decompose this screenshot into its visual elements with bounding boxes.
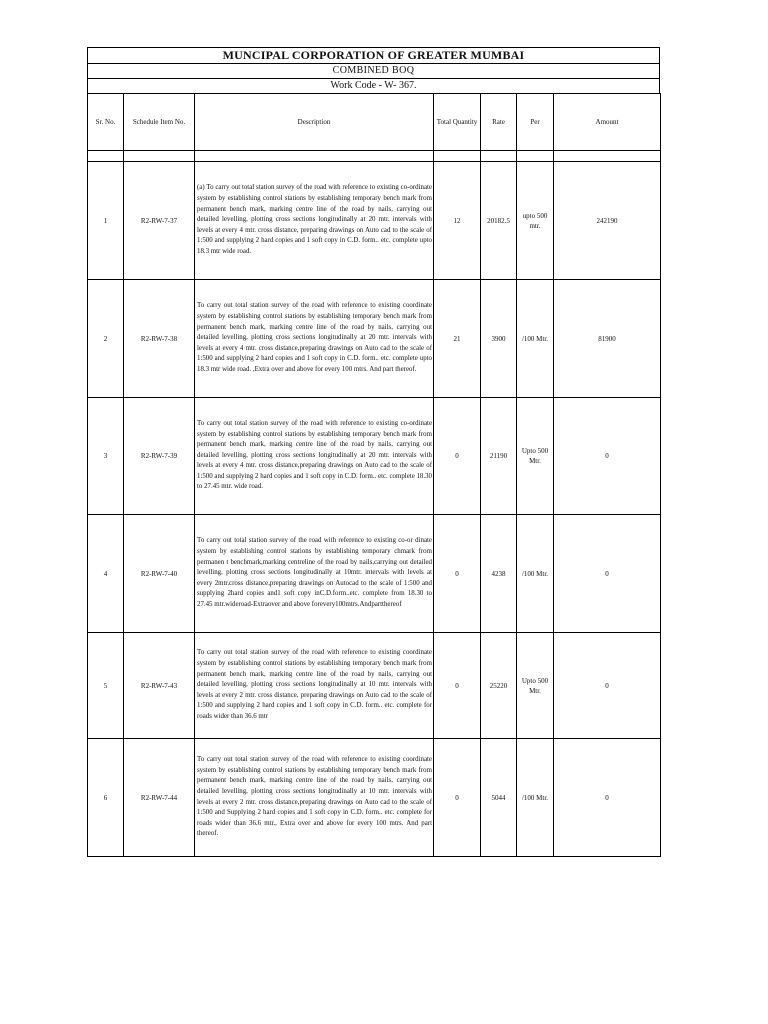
quantity-cell: 0 [434, 515, 481, 633]
document-title: MUNCIPAL CORPORATION OF GREATER MUMBAI [87, 47, 660, 63]
sr-no-cell: 1 [88, 162, 124, 280]
rate-cell: 20182.5 [481, 162, 517, 280]
amount-cell: 81900 [554, 280, 661, 398]
rate-cell: 25220 [481, 633, 517, 739]
sr-no-cell: 2 [88, 280, 124, 398]
rate-cell: 4238 [481, 515, 517, 633]
per-cell: upto 500 mtr. [517, 162, 554, 280]
boq-table [87, 93, 661, 857]
rate-cell: 3900 [481, 280, 517, 398]
table-row [88, 398, 661, 515]
amount-cell: 0 [554, 515, 661, 633]
rate-cell: 21190 [481, 398, 517, 515]
amount-cell: 0 [554, 633, 661, 739]
document-subtitle: COMBINED BOQ [87, 63, 660, 78]
col-header-sr-no: Sr. No. [88, 94, 124, 151]
boq-sheet [87, 47, 660, 857]
col-header-per: Per [517, 94, 554, 151]
per-cell: /100 Mtr. [517, 280, 554, 398]
quantity-cell: 0 [434, 398, 481, 515]
description-cell: To carry out total station survey of the road with reference to existing coordinate system by establishing control stations by establishing temporary bench mark from permanent bench mark, marking centre line of the road by nails, carrying out detailed levelling, plotting cross sections longitudinally at 10 mtr. intervals with levels at every 2 mtr. cross distance, preparing drawings on Auto cad to the scale of 1:500 and supplying 2 hard copies and 1 soft copy in C.D. form.. etc. complete for roads wider than 36.6 mtr [195, 633, 434, 739]
amount-cell: 0 [554, 739, 661, 857]
description-cell: (a) To carry out total station survey of the road with reference to existing co-ordinate system by establishing control stations by establishing temporary bench mark from permanent bench mark, marking centre line of the road by nails, carrying out detailed levelling, plotting cross sections longitudinally at 20 mtr. intervals with levels at every 4 mtr. cross distance, preparing drawings on Auto cad to the scale of 1:500 and supplying 2 hard copies and 1 soft copy in C.D. form.. etc. complete upto 18.3 mtr wide road. [195, 162, 434, 280]
table-row [88, 162, 661, 280]
col-header-amount: Amount [554, 94, 661, 151]
quantity-cell: 12 [434, 162, 481, 280]
spacer-row [88, 151, 661, 162]
quantity-cell: 0 [434, 633, 481, 739]
col-header-rate: Rate [481, 94, 517, 151]
table-row [88, 515, 661, 633]
work-code: Work Code - W- 367. [87, 78, 660, 93]
schedule-item-cell: R2-RW-7-40 [124, 515, 195, 633]
table-row [88, 280, 661, 398]
table-row [88, 739, 661, 857]
sr-no-cell: 4 [88, 515, 124, 633]
description-cell: To carry out total station survey of the road with reference to existing coordinate system by establishing control stations by establishing temporary bench mark from permanent bench mark, marking centre line of the road by nails, carrying out detailed levelling, plotting cross sections longitudinally at 20 mtr. intervals with levels at every 4 mtr. cross distance,preparing drawings on Auto cad to the scale of 1:500 and supplying 2 hard copies and 1 soft copy in C.D. form.. etc. complete upto 18.3 mtr wide road. ,Extra over and above for every 100 mtrs. And part thereof. [195, 280, 434, 398]
per-cell: Upto 500 Mtr. [517, 633, 554, 739]
sr-no-cell: 6 [88, 739, 124, 857]
description-cell: To carry out total station survey of the road with reference to existing coordinate system by establishing control stations by establishing temporary bench mark from permanent bench mark, marking centre line of the road by nails, carrying out detailed levelling, plotting cross sections longitudinally at 10 mtr. intervals with levels at every 2 mtr. cross distance,preparing drawings on Auto cad to the scale of 1:500 and Supplying 2 hard copies and 1 soft copy in C.D. form.. etc. complete for roads wider than 36.6 mtr., Extra over and above for every 100 mtrs. And part thereof. [195, 739, 434, 857]
per-cell: /100 Mtr. [517, 739, 554, 857]
schedule-item-cell: R2-RW-7-43 [124, 633, 195, 739]
sr-no-cell: 5 [88, 633, 124, 739]
col-header-description: Description [195, 94, 434, 151]
rate-cell: 5044 [481, 739, 517, 857]
sr-no-cell: 3 [88, 398, 124, 515]
schedule-item-cell: R2-RW-7-37 [124, 162, 195, 280]
schedule-item-cell: R2-RW-7-39 [124, 398, 195, 515]
schedule-item-cell: R2-RW-7-38 [124, 280, 195, 398]
amount-cell: 242190 [554, 162, 661, 280]
schedule-item-cell: R2-RW-7-44 [124, 739, 195, 857]
col-header-schedule-item: Schedule Item No. [124, 94, 195, 151]
quantity-cell: 0 [434, 739, 481, 857]
per-cell: Upto 500 Mtr. [517, 398, 554, 515]
table-header-row [88, 94, 661, 151]
quantity-cell: 21 [434, 280, 481, 398]
amount-cell: 0 [554, 398, 661, 515]
description-cell: To carry out total station survey of the road with reference to existing co-ordinate system by establishing control stations by establishing temporary bench mark from permanent bench mark, marking centre line of the road by nails, carrying out detailed levelling, plotting cross sections longitudinally at 20 mtr. intervals with levels at every 4 mtr. cross distance,preparing drawings on Auto cad to the scale of 1:500 and supplying 2 hard copies and 1 soft copy in C.D. form.. etc. complete 18.30 to 27.45 mtr. wide road. [195, 398, 434, 515]
description-cell: To carry out total station survey of the road with reference to existing co-or dinate system by establishing control stations by establishing temporary chmark from permanen t benchmark,marking centreline of the road by nails,carrying out detailed levelling, plotting cross sections longitudinally at 10mtr. intervals with levels at every 2mtr.cross distance,preparing drawings on Autocad to the scale of 1:500 and supplying 2hard copies and1 soft copy inC.D.form..etc. complete from 18.30 to 27.45 mtr.wideroad-Extraover and above forevery100mtrs.Andpartthereof [195, 515, 434, 633]
col-header-total-quantity: Total Quantity [434, 94, 481, 151]
per-cell: /100 Mtr. [517, 515, 554, 633]
table-row [88, 633, 661, 739]
